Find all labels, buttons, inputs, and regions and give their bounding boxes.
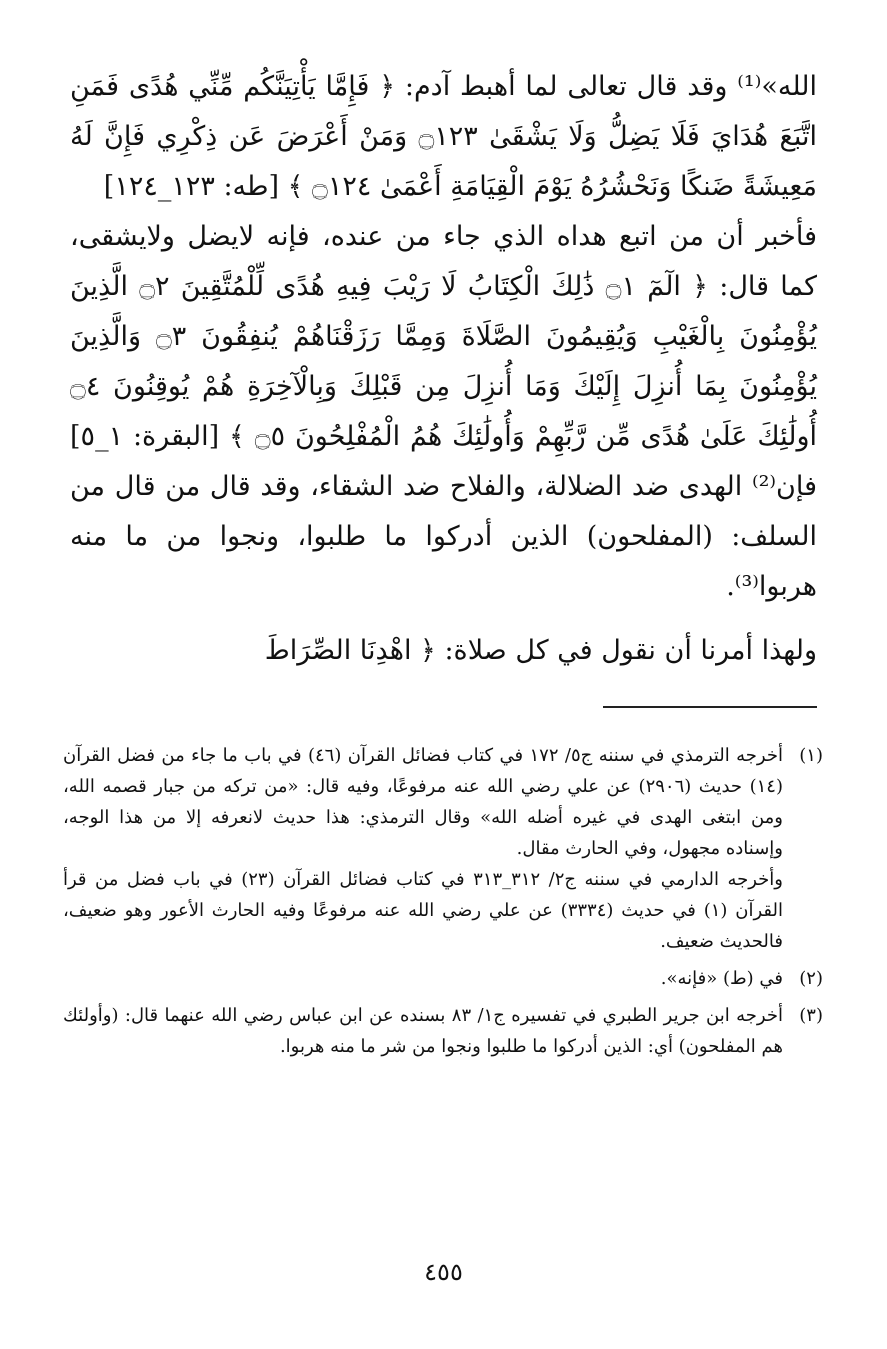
footnote-text: أخرجه ابن جرير الطبري في تفسيره ج١/ ٨٣ بسنده عن ابن عباس رضي الله عنهما قال: (وأولئك هم المفلحون) أي: الذين أدركوا ما طلبوا ونجوا من شر ما منه هربوا.: [63, 1005, 783, 1057]
footnotes: [63, 740, 823, 1068]
footnote-number: (١): [799, 745, 823, 766]
footnote-text: أخرجه الترمذي في سننه ج٥/ ١٧٢ في كتاب فضائل القرآن (٤٦) في باب ما جاء من فضل القرآن (١٤) حديث (٢٩٠٦) عن علي رضي الله عنه مرفوعًا، وفيه قال: «من تركه من جبار قصمه الله، ومن ابتغى الهدى في غيره أضله الله» وقال الترمذي: هذا حديث لانعرفه إلا من هذا الوجه، وإسناده مجهول، وفي الحارث مقال.: [63, 745, 783, 859]
footnote-text: في (ط) «فإنه».: [660, 968, 783, 989]
footnote-1: [63, 740, 823, 957]
footnote-body: [63, 963, 783, 994]
footnote-body: [63, 740, 783, 957]
page-number: ٤٥٥: [424, 1258, 463, 1286]
paragraph: ولهذا أمرنا أن نقول في كل صلاة: ﴿ اهْدِنَا الصِّرَاطَ: [264, 635, 817, 666]
footnote-3: [63, 1000, 823, 1062]
footnote-body: [63, 1000, 783, 1062]
footnote-2: [63, 963, 823, 994]
footnote-divider: [603, 706, 817, 708]
paragraph: فأخبر أن من اتبع هداه الذي جاء من عنده، فإنه لايضل ولايشقى، كما قال: ﴿ الٓمٓ ۝١ ذَٰلِكَ الْكِتَابُ لَا رَيْبَ فِيهِ هُدًى لِّلْمُتَّقِينَ ۝٢ الَّذِينَ يُؤْمِنُونَ بِالْغَيْبِ وَيُقِيمُونَ الصَّلَاةَ وَمِمَّا رَزَقْنَاهُمْ يُنفِقُونَ ۝٣ وَالَّذِينَ يُؤْمِنُونَ بِمَا أُنزِلَ إِلَيْكَ وَمَا أُنزِلَ مِن قَبْلِكَ وَبِالْآخِرَةِ هُمْ يُوقِنُونَ ۝٤ أُولَٰئِكَ عَلَىٰ هُدًى مِّن رَّبِّهِمْ وَأُولَٰئِكَ هُمُ الْمُفْلِحُونَ ۝٥ ﴾ [البقرة: ١_٥] فإن⁽²⁾ الهدى ضد الضلالة، والفلاح ضد الشقاء، وقد قال من قال من السلف: (المفلحون) الذين أدركوا ما طلبوا، ونجوا من ما منه هربوا⁽³⁾.: [70, 221, 818, 602]
footnote-text: وأخرجه الدارمي في سننه ج٢/ ٣١٢_٣١٣ في كتاب فضائل القرآن (٢٣) في باب فضل من قرأ القرآن (١) في حديث (٣٣٣٤) عن علي رضي الله عنه مرفوعًا وفيه الحارث الأعور وهو ضعيف، فالحديث ضعيف.: [63, 869, 783, 952]
footnote-number: (٣): [799, 1005, 823, 1026]
paragraph: الله»⁽¹⁾ وقد قال تعالى لما أهبط آدم: ﴿ فَإِمَّا يَأْتِيَنَّكُم مِّنِّي هُدًى فَمَنِ اتَّبَعَ هُدَايَ فَلَا يَضِلُّ وَلَا يَشْقَىٰ ۝١٢٣ وَمَنْ أَعْرَضَ عَن ذِكْرِي فَإِنَّ لَهُ مَعِيشَةً ضَنكًا وَنَحْشُرُهُ يَوْمَ الْقِيَامَةِ أَعْمَىٰ ۝١٢٤ ﴾ [طه: ١٢٣_١٢٤]: [70, 71, 817, 202]
main-text: [70, 62, 817, 676]
footnote-number: (٢): [799, 968, 823, 989]
